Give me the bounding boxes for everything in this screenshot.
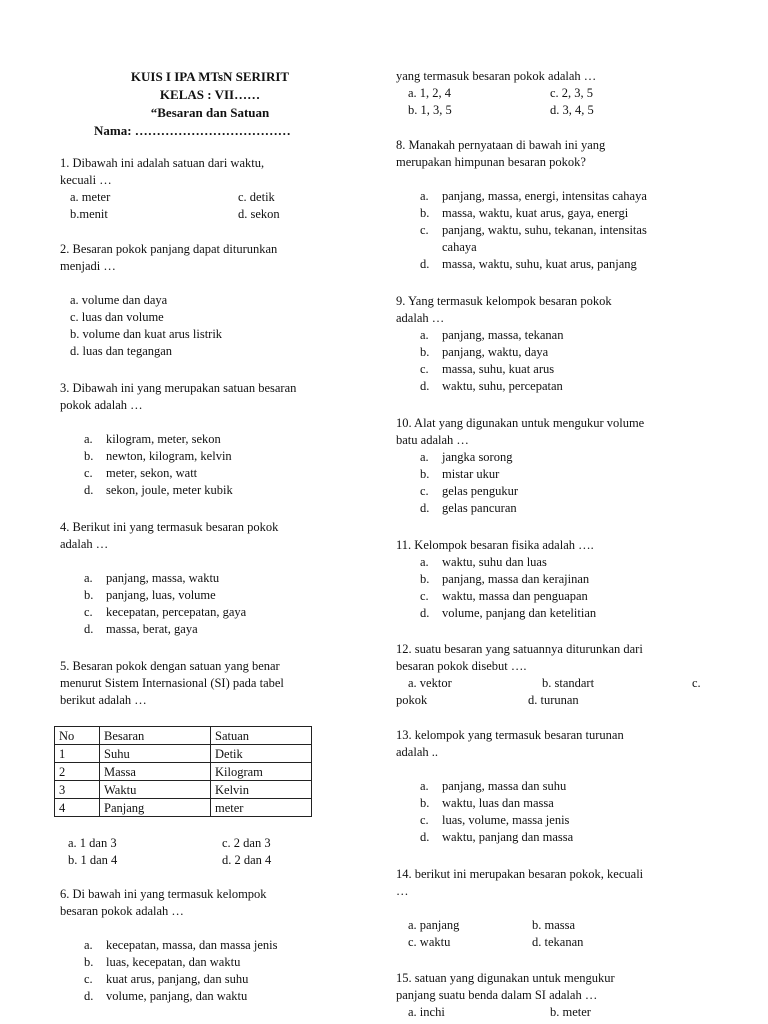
option-d: d. sekon [238,207,280,221]
question-12-stem-cont: besaran pokok disebut …. [396,659,527,673]
table-cell: Waktu [100,781,211,799]
option-c [84,604,360,621]
option-text: meter, sekon, watt [106,466,198,480]
option-letter: b. [420,572,430,586]
option-letter: d. [420,379,430,393]
option-letter: c. [420,484,429,498]
option-text: luas, volume, massa jenis [442,813,570,827]
option-letter: b. [420,345,430,359]
option-b: b. standart [542,676,595,690]
question-2-stem-cont: menjadi … [60,259,116,273]
option-text: sekon, joule, meter kubik [106,483,233,497]
option-letter: a. [84,571,93,585]
table-cell: Massa [100,763,211,781]
option-a [420,449,708,466]
option-letter: c. [420,813,429,827]
table-row [55,781,312,799]
option-text: waktu, massa dan penguapan [442,589,588,603]
question-9-stem: 9. Yang termasuk kelompok besaran pokok [396,294,612,308]
quiz-title: KUIS I IPA MTsN SERIRIT [130,69,290,84]
option-c: c. detik [238,190,275,204]
question-6-stem-cont: besaran pokok adalah … [60,904,184,918]
question-13 [396,727,708,846]
question-5 [60,658,360,709]
table-cell: Kelvin [211,781,312,799]
option-text: mistar ukur [442,467,500,481]
option-text: luas, kecepatan, dan waktu [106,955,241,969]
option-letter: d. [420,501,430,515]
option-letter: c. [420,589,429,603]
option-text: waktu, suhu dan luas [442,555,547,569]
question-15 [396,970,708,1021]
option-text: massa, berat, gaya [106,622,198,636]
option-b [420,344,708,361]
option-d [84,621,360,638]
table-header: No [55,727,100,745]
option-a: a. inchi [408,1005,445,1019]
table-header: Besaran [100,727,211,745]
table-cell: Kilogram [211,763,312,781]
option-text: volume, panjang dan ketelitian [442,606,597,620]
name-field: Nama: ……………………………… [94,123,291,138]
option-b [84,954,360,971]
option-c [420,361,708,378]
option-letter: a. [420,779,429,793]
table-row [55,799,312,817]
question-9-stem-cont: adalah … [396,311,445,325]
option-b [84,448,360,465]
table-header-row [55,727,312,745]
question-8 [396,137,708,273]
option-letter: b. [420,467,430,481]
option-c [420,483,708,500]
option-letter: a. [420,555,429,569]
option-text: panjang, massa, waktu [106,571,220,585]
option-d [420,605,708,622]
option-letter: b. [84,955,94,969]
option-a [420,554,708,571]
question-2-stem: 2. Besaran pokok panjang dapat diturunkan [60,242,278,256]
option-d: d. luas dan tegangan [70,344,173,358]
option-a: a. 1 dan 3 [68,836,117,850]
option-c: c. [692,676,701,690]
option-text: panjang, waktu, daya [442,345,549,359]
option-c: c. 2 dan 3 [222,836,271,850]
option-b: b.menit [70,207,108,221]
option-text: panjang, massa dan suhu [442,779,567,793]
option-a: a. vektor [408,676,452,690]
question-11 [396,537,708,622]
option-d [420,829,708,846]
option-a: a. volume dan daya [70,293,168,307]
option-text: gelas pancuran [442,501,517,515]
question-5-stem-cont: menurut Sistem Internasional (SI) pada tabel [60,676,284,690]
option-text: kuat arus, panjang, dan suhu [106,972,249,986]
option-letter: d. [420,830,430,844]
question-14 [396,866,708,951]
table-cell: 2 [55,763,100,781]
option-letter: a. [420,328,429,342]
option-c: c. luas dan volume [70,310,164,324]
option-c [84,971,360,988]
option-letter: c. [84,605,93,619]
option-text: waktu, suhu, percepatan [442,379,563,393]
question-13-stem: 13. kelompok yang termasuk besaran turunan [396,728,624,742]
question-12 [396,641,708,709]
table-header: Satuan [211,727,312,745]
option-a [420,188,708,205]
option-text: panjang, waktu, suhu, tekanan, intensitas [442,223,647,237]
option-letter: d. [84,483,94,497]
option-b [420,205,708,222]
table-cell: 1 [55,745,100,763]
question-5-stem-cont2: berikut adalah … [60,693,147,707]
question-1-stem-cont: kecuali … [60,173,112,187]
option-text: kecepatan, massa, dan massa jenis [106,938,278,952]
question-6 [60,886,360,1005]
quiz-header [60,68,360,140]
option-text: massa, waktu, suhu, kuat arus, panjang [442,257,637,271]
option-a: a. panjang [408,918,460,932]
option-text: gelas pengukur [442,484,519,498]
option-text: massa, suhu, kuat arus [442,362,555,376]
option-c-cont: cahaya [442,240,477,254]
question-9 [396,293,708,395]
option-d: d. turunan [528,693,579,707]
option-a: a. meter [70,190,111,204]
option-d [84,482,360,499]
option-a [84,431,360,448]
question-13-stem-cont: adalah .. [396,745,438,759]
question-4 [60,519,360,638]
option-b [420,571,708,588]
option-letter: d. [84,989,94,1003]
option-text: massa, waktu, kuat arus, gaya, energi [442,206,629,220]
question-14-stem-cont: … [396,884,409,898]
question-3 [60,380,360,499]
option-d: d. tekanan [532,935,584,949]
question-12-stem: 12. suatu besaran yang satuannya diturunkan dari [396,642,643,656]
option-b [84,587,360,604]
option-text: waktu, luas dan massa [442,796,554,810]
question-1 [60,155,360,223]
option-text: kilogram, meter, sekon [106,432,221,446]
option-letter: d. [420,606,430,620]
option-text: newton, kilogram, kelvin [106,449,232,463]
table-cell: meter [211,799,312,817]
option-c [420,588,708,605]
table-row [55,745,312,763]
option-b: b. volume dan kuat arus listrik [70,327,223,341]
question-8-stem-cont: merupakan himpunan besaran pokok? [396,155,586,169]
option-d: d. 3, 4, 5 [550,103,594,117]
question-7 [396,68,708,119]
option-letter: d. [420,257,430,271]
option-text: volume, panjang, dan waktu [106,989,248,1003]
question-4-stem-cont: adalah … [60,537,109,551]
option-a [84,937,360,954]
option-c [420,812,708,829]
option-letter: d. [84,622,94,636]
question-10 [396,415,708,517]
class-label: KELAS : VII…… [159,87,261,102]
option-letter: c. [420,362,429,376]
option-b [420,466,708,483]
table-cell: Suhu [100,745,211,763]
question-11-stem: 11. Kelompok besaran fisika adalah …. [396,538,594,552]
option-text: panjang, massa, energi, intensitas cahaya [442,189,647,203]
option-c [420,222,708,239]
option-text: panjang, massa, tekanan [442,328,564,342]
question-3-stem-cont: pokok adalah … [60,398,143,412]
option-a [420,778,708,795]
question-14-stem: 14. berikut ini merupakan besaran pokok, kecuali [396,867,644,881]
question-4-stem: 4. Berikut ini yang termasuk besaran pokok [60,520,279,534]
question-10-stem: 10. Alat yang digunakan untuk mengukur volume [396,416,645,430]
option-text: jangka sorong [442,450,513,464]
option-a: a. 1, 2, 4 [408,86,452,100]
option-letter: b. [84,588,94,602]
option-letter: a. [84,432,93,446]
question-5-stem: 5. Besaran pokok dengan satuan yang benar [60,659,280,673]
option-d: d. 2 dan 4 [222,853,272,867]
option-letter: c. [84,972,93,986]
option-d [84,988,360,1005]
option-b: b. massa [532,918,576,932]
option-a [84,570,360,587]
option-c [84,465,360,482]
option-letter: b. [420,796,430,810]
question-7-stem: yang termasuk besaran pokok adalah … [396,69,597,83]
option-c-cont: pokok [396,693,428,707]
option-c: c. waktu [408,935,451,949]
question-15-stem: 15. satuan yang digunakan untuk mengukur [396,971,615,985]
option-letter: a. [420,189,429,203]
table-cell: 3 [55,781,100,799]
table-cell: Panjang [100,799,211,817]
question-5-options [68,835,358,869]
table-row [55,763,312,781]
question-10-stem-cont: batu adalah … [396,433,469,447]
option-a [420,327,708,344]
topic-label: “Besaran dan Satuan [150,105,270,120]
option-c: c. 2, 3, 5 [550,86,594,100]
option-d [420,500,708,517]
option-letter: c. [84,466,93,480]
question-8-stem: 8. Manakah pernyataan di bawah ini yang [396,138,606,152]
option-text: panjang, luas, volume [106,588,216,602]
table-cell: Detik [211,745,312,763]
question-3-stem: 3. Dibawah ini yang merupakan satuan besaran [60,381,297,395]
option-letter: c. [420,223,429,237]
question-15-stem-cont: panjang suatu benda dalam SI adalah … [396,988,598,1002]
option-text: panjang, massa dan kerajinan [442,572,590,586]
option-b: b. 1, 3, 5 [408,103,452,117]
option-b: b. meter [550,1005,591,1019]
option-b [420,795,708,812]
option-letter: a. [420,450,429,464]
option-text: kecepatan, percepatan, gaya [106,605,247,619]
si-table [54,726,312,817]
question-2 [60,241,360,360]
question-1-stem: 1. Dibawah ini adalah satuan dari waktu, [60,156,265,170]
table-cell: 4 [55,799,100,817]
option-letter: b. [420,206,430,220]
option-letter: b. [84,449,94,463]
option-text: waktu, panjang dan massa [442,830,574,844]
option-b: b. 1 dan 4 [68,853,118,867]
option-letter: a. [84,938,93,952]
option-d [420,378,708,395]
option-d [420,256,708,273]
question-6-stem: 6. Di bawah ini yang termasuk kelompok [60,887,267,901]
